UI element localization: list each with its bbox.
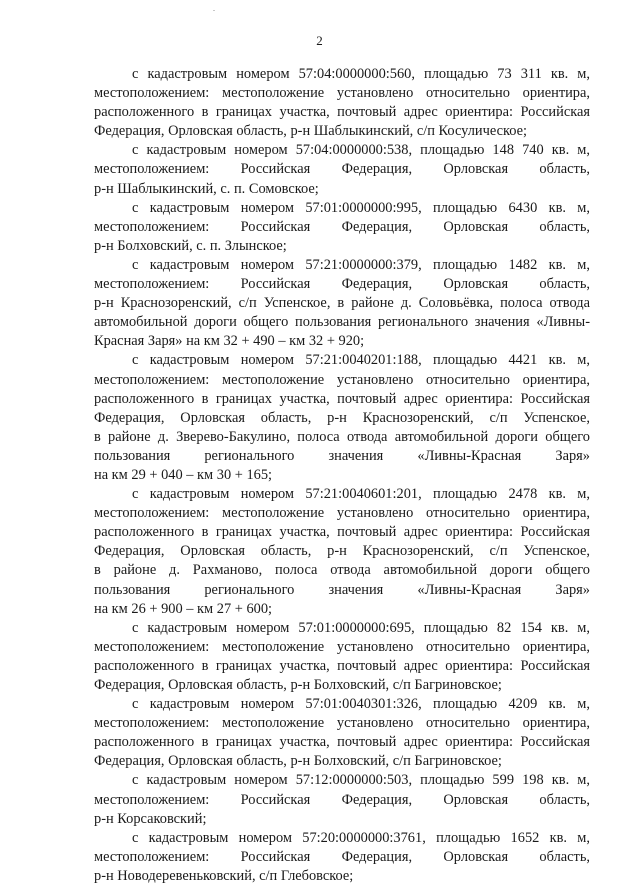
cadastral-paragraph xyxy=(94,695,590,771)
text-line: Федерация, Орловская область, р-н Болховский, с/п Багриновское; xyxy=(94,677,502,693)
page-number: 2 xyxy=(316,33,323,48)
text-line: на км 29 + 040 – км 30 + 165; xyxy=(94,466,273,483)
text-line: в районе д. Зверево-Бакулино, полоса отвода автомобильной дороги общего xyxy=(94,428,590,445)
text-line: р-н Новодеревеньковский, с/п Глебовское; xyxy=(94,867,354,884)
cadastral-paragraph xyxy=(94,199,590,256)
text-line: пользования регионального значения «Ливны-Красная Заря» xyxy=(94,447,590,464)
text-line: Федерация, Орловская область, р-н Шаблыкинский, с/п Косулическое; xyxy=(94,123,528,140)
text-line: в районе д. Рахманово, полоса отвода автомобильной дороги общего xyxy=(94,562,590,579)
text-line: р-н Шаблыкинский, с. п. Сомовское; xyxy=(94,180,319,197)
text-line: местоположением: местоположение установлено относительно ориентира, xyxy=(94,505,590,522)
text-line: р-н Корсаковский; xyxy=(94,810,207,827)
text-line: пользования регионального значения «Ливны-Красная Заря» xyxy=(94,581,590,598)
cadastral-paragraph xyxy=(94,771,590,828)
text-line: с кадастровым номером 57:01:0000000:695, площадью 82 154 кв. м, xyxy=(132,619,590,636)
text-line: расположенного в границах участка, почтовый адрес ориентира: Российская xyxy=(94,390,590,407)
cadastral-paragraph xyxy=(94,141,590,198)
text-line: с кадастровым номером 57:21:0000000:379, площадью 1482 кв. м, xyxy=(132,256,590,273)
text-line: автомобильной дороги общего пользования регионального значения «Ливны- xyxy=(94,314,590,331)
text-line: с кадастровым номером 57:04:0000000:538, площадью 148 740 кв. м, xyxy=(132,142,590,159)
text-line: с кадастровым номером 57:21:0040601:201, площадью 2478 кв. м, xyxy=(132,486,590,503)
text-line: Федерация, Орловская область, р-н Болховский, с/п Багриновское; xyxy=(94,753,502,770)
text-line: местоположением: Российская Федерация, Орловская область, xyxy=(94,161,590,178)
text-line: на км 26 + 900 – км 27 + 600; xyxy=(94,600,273,617)
cadastral-paragraph xyxy=(94,619,590,695)
cadastral-paragraph xyxy=(94,351,590,485)
text-line: с кадастровым номером 57:20:0000000:3761, площадью 1652 кв. м, xyxy=(132,829,590,846)
cadastral-paragraph xyxy=(94,256,590,351)
text-line: р-н Болховский, с. п. Злынское; xyxy=(94,237,287,254)
text-line: с кадастровым номером 57:12:0000000:503, площадью 599 198 кв. м, xyxy=(132,772,590,789)
cadastral-paragraph xyxy=(94,829,590,886)
text-line: расположенного в границах участка, почтовый адрес ориентира: Российская xyxy=(94,734,590,751)
text-line: р-н Краснозоренский, с/п Успенское, в районе д. Соловьёвка, полоса отвода xyxy=(94,295,590,312)
text-line: местоположением: местоположение установлено относительно ориентира, xyxy=(94,638,590,655)
document-body xyxy=(94,65,590,886)
text-line: Красная Заря» на км 32 + 490 – км 32 + 920; xyxy=(94,333,365,350)
text-line: местоположением: Российская Федерация, Орловская область, xyxy=(94,848,590,865)
text-line: с кадастровым номером 57:21:0040201:188, площадью 4421 кв. м, xyxy=(132,352,590,369)
text-line: с кадастровым номером 57:01:0040301:326, площадью 4209 кв. м, xyxy=(132,696,590,713)
text-line: расположенного в границах участка, почтовый адрес ориентира: Российская xyxy=(94,104,590,121)
text-line: с кадастровым номером 57:04:0000000:560, площадью 73 311 кв. м, xyxy=(132,66,590,82)
cadastral-paragraph xyxy=(94,485,590,619)
scan-artifact xyxy=(213,10,215,11)
text-line: Федерация, Орловская область, р-н Краснозоренский, с/п Успенское, xyxy=(94,543,590,560)
text-line: местоположением: местоположение установлено относительно ориентира, xyxy=(94,85,590,102)
text-line: местоположением: Российская Федерация, Орловская область, xyxy=(94,218,590,235)
text-line: местоположением: местоположение установлено относительно ориентира, xyxy=(94,715,590,732)
text-line: местоположением: местоположение установлено относительно ориентира, xyxy=(94,371,590,388)
text-line: местоположением: Российская Федерация, Орловская область, xyxy=(94,276,590,293)
text-line: Федерация, Орловская область, р-н Краснозоренский, с/п Успенское, xyxy=(94,409,590,426)
text-line: местоположением: Российская Федерация, Орловская область, xyxy=(94,791,590,808)
text-line: расположенного в границах участка, почтовый адрес ориентира: Российская xyxy=(94,524,590,541)
text-line: расположенного в границах участка, почтовый адрес ориентира: Российская xyxy=(94,657,590,674)
cadastral-paragraph xyxy=(94,65,590,141)
text-line: с кадастровым номером 57:01:0000000:995, площадью 6430 кв. м, xyxy=(132,199,590,216)
